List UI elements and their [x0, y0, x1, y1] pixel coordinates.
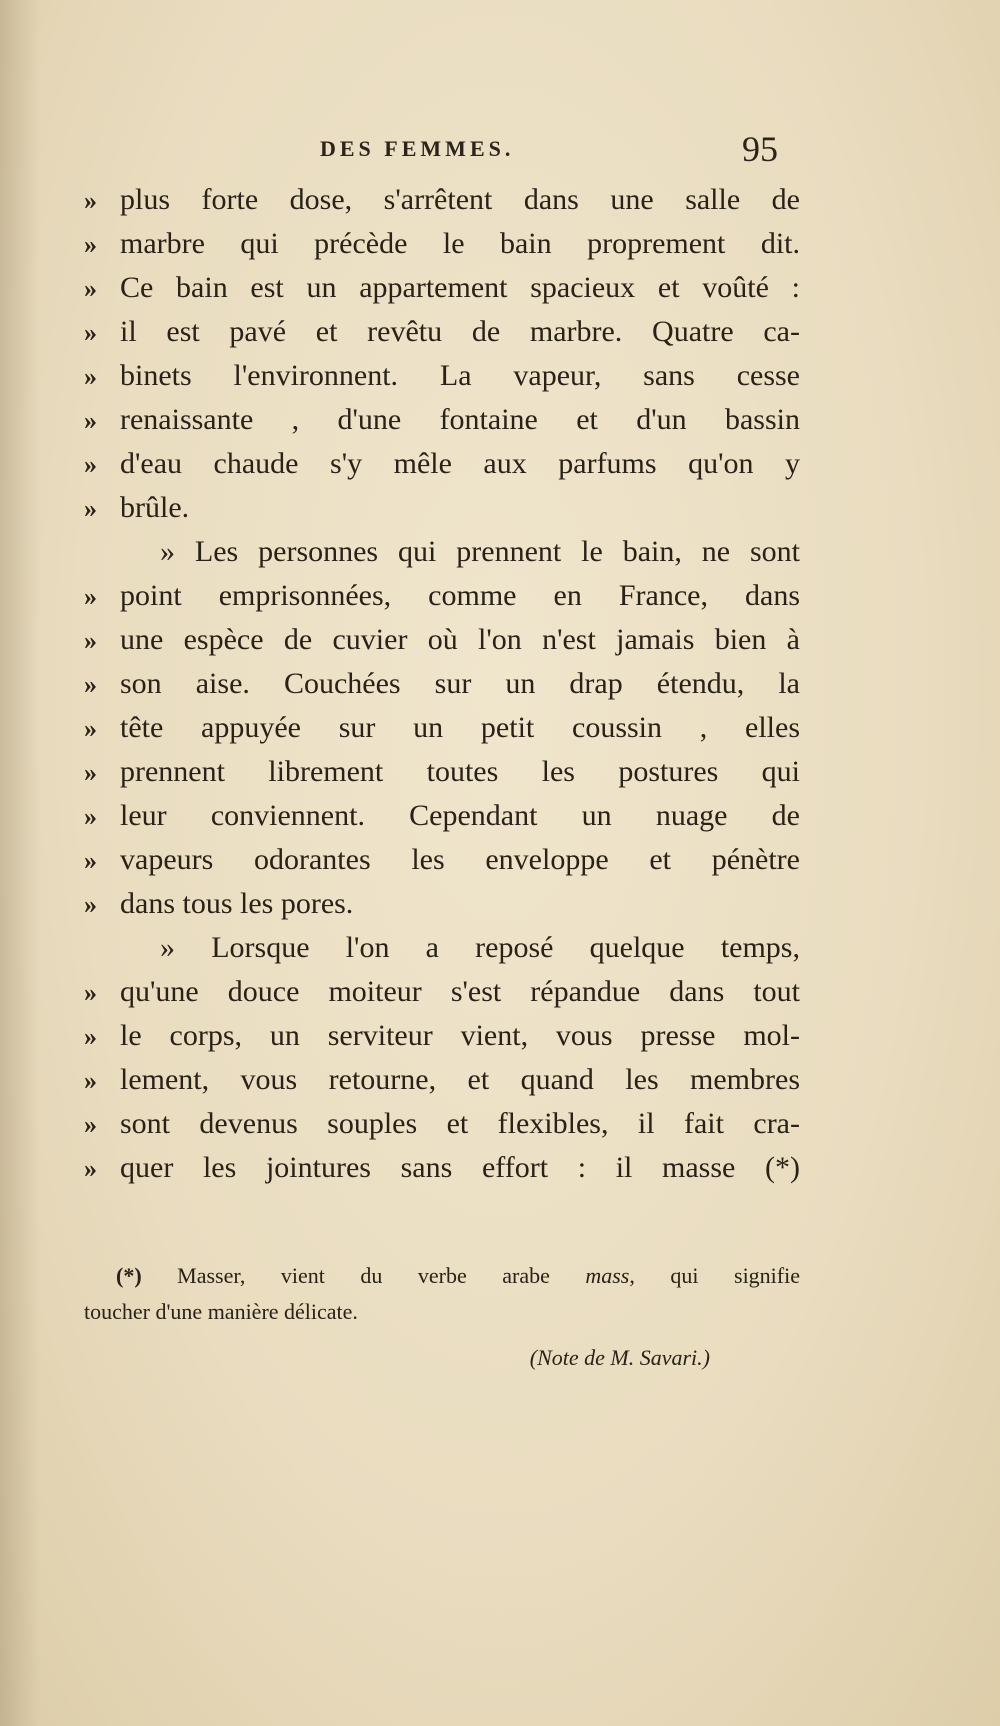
- text-line: [84, 266, 800, 310]
- text-line: [84, 662, 800, 706]
- footnote-source: (Note de M. Savari.): [529, 1345, 710, 1370]
- line-text: Ce bain est un appartement spacieux et voûté :: [120, 271, 800, 304]
- paragraph-start-line: [84, 530, 800, 574]
- page-number: 95: [742, 129, 778, 169]
- quote-mark: »: [84, 978, 97, 1007]
- line-text: il est pavé et revêtu de marbre. Quatre ca-: [120, 315, 800, 348]
- text-line: [84, 178, 800, 222]
- line-text: leur conviennent. Cependant un nuage de: [120, 799, 800, 832]
- line-text: qu'une douce moiteur s'est répandue dans tout: [120, 975, 800, 1008]
- line-text: dans tous les pores.: [120, 887, 354, 920]
- line-text: sont devenus souples et flexibles, il fait cra-: [120, 1107, 800, 1140]
- footnote-line: toucher d'une manière délicate.: [84, 1299, 358, 1324]
- line-text: » Lorsque l'on a reposé quelque temps,: [160, 931, 800, 964]
- text-line: [84, 838, 800, 882]
- quote-mark: »: [84, 362, 97, 391]
- line-text: binets l'environnent. La vapeur, sans cesse: [120, 359, 800, 392]
- line-text: tête appuyée sur un petit coussin , elles: [120, 711, 800, 744]
- line-text: le corps, un serviteur vient, vous presse mol-: [120, 1019, 800, 1052]
- text-line: [84, 618, 800, 662]
- quote-mark: »: [84, 450, 97, 479]
- quote-mark: »: [84, 1154, 97, 1183]
- line-text: quer les jointures sans effort : il masse (*): [120, 1151, 800, 1184]
- line-text: plus forte dose, s'arrêtent dans une salle de: [120, 183, 800, 216]
- text-line: [84, 398, 800, 442]
- text-line: [84, 750, 800, 794]
- text-line: [84, 310, 800, 354]
- quote-mark: »: [84, 274, 97, 303]
- line-text: point emprisonnées, comme en France, dans: [120, 579, 800, 612]
- text-line: [84, 970, 800, 1014]
- footnote: [84, 1258, 800, 1376]
- text-line: [84, 442, 800, 486]
- text-line: [84, 1014, 800, 1058]
- quote-mark: »: [84, 582, 97, 611]
- quote-mark: »: [84, 846, 97, 875]
- line-text: une espèce de cuvier où l'on n'est jamais bien à: [120, 623, 800, 656]
- quote-mark: »: [84, 802, 97, 831]
- footnote-line: [84, 1258, 800, 1294]
- line-text: son aise. Couchées sur un drap étendu, la: [120, 667, 800, 700]
- quote-mark: »: [84, 714, 97, 743]
- quote-mark: »: [84, 626, 97, 655]
- text-line: [84, 1146, 800, 1190]
- quote-mark: »: [84, 318, 97, 347]
- footnote-italic-word: mass: [585, 1263, 630, 1288]
- footnote-text: Masser, vient du verbe arabe: [177, 1263, 550, 1288]
- text-line: [84, 222, 800, 266]
- quote-mark: »: [84, 1022, 97, 1051]
- footnote-ref: (*): [116, 1263, 142, 1288]
- line-text: renaissante , d'une fontaine et d'un bassin: [120, 403, 800, 436]
- text-line: [84, 354, 800, 398]
- line-text: d'eau chaude s'y mêle aux parfums qu'on y: [120, 447, 800, 480]
- quote-mark: »: [84, 670, 97, 699]
- text-line: [84, 1102, 800, 1146]
- line-text: prennent librement toutes les postures qui: [120, 755, 800, 788]
- page-gutter-shadow: [0, 0, 40, 1726]
- quote-mark: »: [84, 406, 97, 435]
- quote-mark: »: [84, 1110, 97, 1139]
- quote-mark: »: [84, 230, 97, 259]
- text-line: [84, 574, 800, 618]
- text-line: [84, 794, 800, 838]
- quote-mark: »: [84, 758, 97, 787]
- line-text: marbre qui précède le bain proprement dit.: [120, 227, 800, 260]
- line-text: » Les personnes qui prennent le bain, ne sont: [160, 535, 800, 568]
- text-line: [84, 706, 800, 750]
- body-text: [84, 178, 800, 1190]
- running-title: DES FEMMES.: [320, 136, 515, 161]
- line-text: vapeurs odorantes les enveloppe et pénètre: [120, 843, 800, 876]
- quote-mark: »: [84, 494, 97, 523]
- text-line: [84, 1058, 800, 1102]
- quote-mark: »: [84, 1066, 97, 1095]
- text-line: [84, 882, 800, 926]
- paragraph-start-line: [84, 926, 800, 970]
- line-text: lement, vous retourne, et quand les membres: [120, 1063, 800, 1096]
- quote-mark: »: [84, 890, 97, 919]
- text-line: [84, 486, 800, 530]
- line-text: brûle.: [120, 491, 190, 524]
- quote-mark: »: [84, 186, 97, 215]
- footnote-text: , qui signifie: [629, 1263, 800, 1288]
